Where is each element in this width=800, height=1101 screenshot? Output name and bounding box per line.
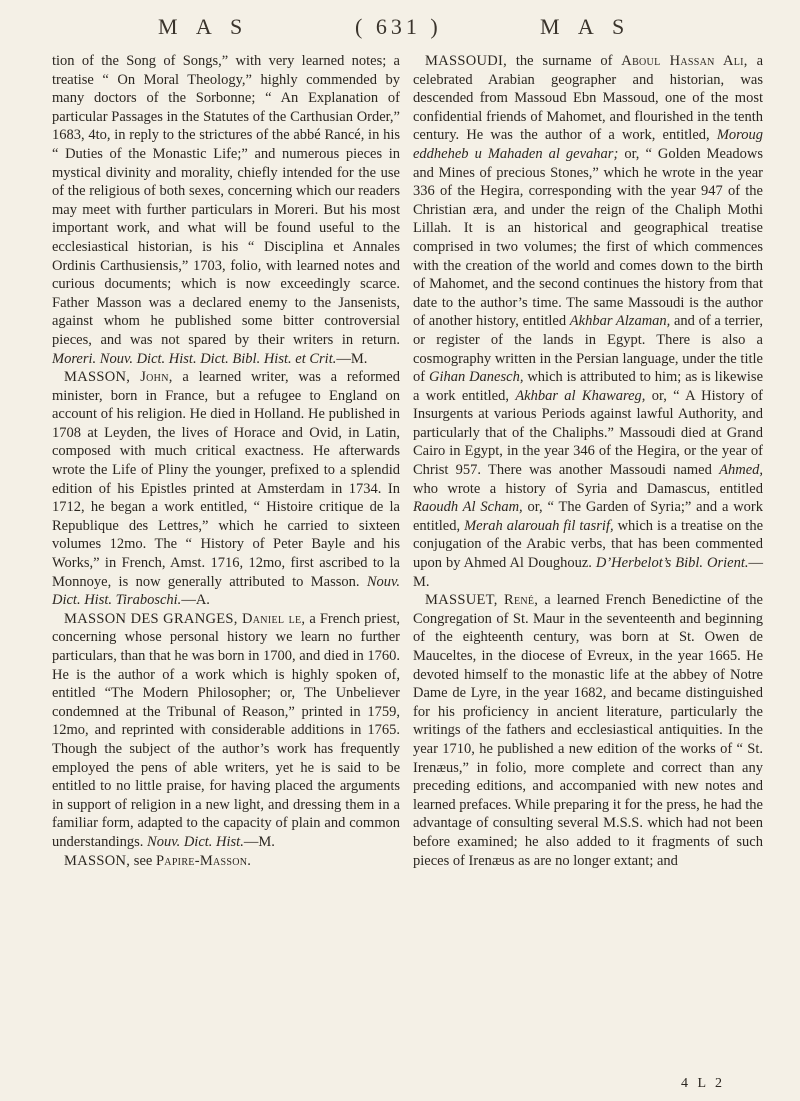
- entry-text: which is attributed to him; as is likewise a work entitled,: [413, 369, 764, 404]
- entry-text: which is a treatise on the conjugation of the Arabic verbs, that has been commented upon by Ahmed Al Doughouz.: [413, 517, 764, 572]
- work-title: Merah alarouah fil tasrif,: [464, 517, 614, 534]
- entry-citation: Moreri. Nouv. Dict. Hist. Dict. Bibl. Hist. et Crit.: [52, 350, 337, 367]
- work-title: Gihan Danesch,: [428, 369, 524, 386]
- page-number: ( 631 ): [355, 14, 442, 39]
- entry-signature: —M.: [336, 350, 368, 367]
- entry-text: or, “ Golden Meadows and Mines of precious Stones,” which he wrote in the year 336 of the Hegira, corresponding with the year 947 of the Christian æra, and under the reign of the Chaliph Mothi Lillah. It is an historical and geographical treatise comprised in two volumes; the first of which commences with the creation of the world and comes down to the birth of Mahomet, and the second continues the history from that date to the author’s time. The same Massoudi is the author of another history, entitled: [413, 145, 764, 330]
- entry-citation: D’Herbelot’s Bibl. Orient.: [595, 555, 749, 572]
- work-title: Raoudh Al Scham,: [413, 499, 523, 516]
- entry-signature: —M.: [243, 833, 275, 850]
- entry-massuet: [413, 591, 763, 870]
- entry-headword: MASSON DES GRANGES, Daniel le,: [64, 610, 306, 627]
- entry-headword: MASSON,: [64, 852, 131, 869]
- entry-masson-continued: [52, 52, 400, 368]
- entry-citation: Nouv. Dict. Hist. Tiraboschi.: [52, 573, 401, 609]
- entry-text: a French priest, concerning whose personal history we learn no further particulars, than that he was born in 1700, and died in 1760. He is the author of a work which is highly spoken of, entitled “The Modern Philosopher; or, The Unbeliever condemned at the Tribunal of Reason,” printed in 1759, 12mo, and reprinted with considerable additions in 1765. Though the subject of the author’s work has frequently employed the pens of able writers, yet he is said to be entitled to no little praise, for having placed the arguments in support of religion in a new light, and dressing them in a familiar form, adapted to the capacity of plain and common understandings.: [52, 610, 400, 850]
- signature-mark: 4 L 2: [681, 1076, 726, 1091]
- entry-full-name: Aboul Hassan Ali,: [621, 53, 748, 69]
- entry-text: a learned French Benedictine of the Congregation of St. Maur in the seventeenth and beginning of the eighteenth century, was born at St. Owen de Mauceltes, in the diocese of Evreux, in the year 1665. He devoted himself to the monastic life at the abbey of Notre Dame de Lyre, in the year 1682, and became distinguished for his proficiency in ancient literature, particularly the writings of the fathers and ecclesiastical antiquities. In the year 1710, he published a new edition of the works of “ St. Irenæus,” in folio, more complete and correct than any preceding editions, and accompanied with new notes and learned prefaces. While preparing it for the press, he had the advantage of consulting several M.S.S. which had not been before examined; he also added to it fragments of such pieces of Irenæus as are no longer extant; and: [413, 592, 763, 869]
- left-column: [52, 52, 400, 870]
- entry-text: the surname of: [515, 53, 613, 69]
- entry-text: who wrote a history of Syria and Damascus, entitled: [413, 480, 763, 497]
- entry-signature: —M.: [413, 555, 763, 590]
- entry-text: or, “ A History of Insurgents at various Periods against lawful Authority, and particularly that of the Chaliphs.” Massoudi died at Grand Cairo in Egypt, in the year 346 of the Hegira, or the year of Christ 957. There was another Massoudi named: [413, 387, 764, 479]
- entry-citation: Nouv. Dict. Hist.: [147, 833, 244, 850]
- entry-signature: —A.: [181, 592, 210, 609]
- work-title: Akhbar Alzaman,: [569, 313, 671, 330]
- entry-massoudi: [413, 52, 763, 591]
- running-header: [0, 14, 800, 44]
- cross-reference: Papire-Masson.: [155, 852, 252, 869]
- entry-text: a celebrated Arabian geographer and historian, was descended from Massoud Ebn Massoud, one of the most confidential friends of Mahomet, and flourished in the tenth century. He was the author of a work, entitled,: [413, 53, 764, 144]
- entry-text: a learned writer, was a reformed minister, born in France, but a refugee to England on account of his religion. He died in Holland. He published in 1708 at Leyden, the lives of Horace and Ovid, in Latin, composed with much critical exactness. He afterwards wrote the Life of Pliny the younger, prefixed to a splendid edition of his Epistles printed at Amsterdam in 1734. In 1712, he began a work entitled, “ Histoire critique de la Republique des Lettres,” which he carried to sixteen volumes 12mo. The “ History of Peter Bayle and his Works,” in French, Amst. 1716, 12mo, first ascribed to la Monnoye, is now generally attributed to Masson.: [52, 369, 400, 590]
- header-left: M A S: [158, 14, 250, 39]
- entry-text: and of a terrier, or register of the lands in Egypt. There is also a cosmography written in the Persian language, under the title of: [413, 313, 763, 386]
- entry-masson-des-granges: [52, 610, 400, 852]
- entry-headword: MASSOUDI,: [425, 53, 508, 69]
- entry-text: tion of the Song of Songs,” with very learned notes; a treatise “ On Moral Theology,” highly commended by many doctors of the Sorbonne; “ An Explanation of particular Passages in the Statutes of the Carthusian Order,” 1683, 4to, in reply to the strictures of the abbé Rancé, in his “ Duties of the Monastic Life;” and numerous pieces in mystical divinity and morality, chiefly intended for the use of the religious of both sexes, concerning which our readers may meet with further particulars in Moreri. But his most important work, and what will be found useful to the ecclesiastical historian, is his “ Disciplina et Annales Ordinis Carthusiensis,” 1703, folio, with learned notes and curious documents; which is now exceedingly scarce. Father Masson was a declared enemy to the Jansenists, against whom he published some bitter controversial pieces, and was not spared by their writers in return.: [52, 53, 400, 348]
- entry-headword: MASSUET, René,: [425, 592, 539, 609]
- person-name: Ahmed,: [719, 462, 764, 479]
- entry-text: see: [133, 852, 153, 869]
- entry-masson-john: [52, 368, 400, 610]
- entry-masson-crossref: [52, 852, 400, 871]
- header-right: M A S: [540, 14, 632, 39]
- right-column: [413, 52, 763, 870]
- work-title: Akhbar al Khawareg,: [515, 387, 646, 404]
- entry-text: or, “ The Garden of Syria;” and a work entitled,: [413, 499, 764, 534]
- entry-headword: MASSON, John,: [64, 369, 173, 386]
- work-title: Moroug eddheheb u Mahaden al gevahar;: [413, 127, 763, 162]
